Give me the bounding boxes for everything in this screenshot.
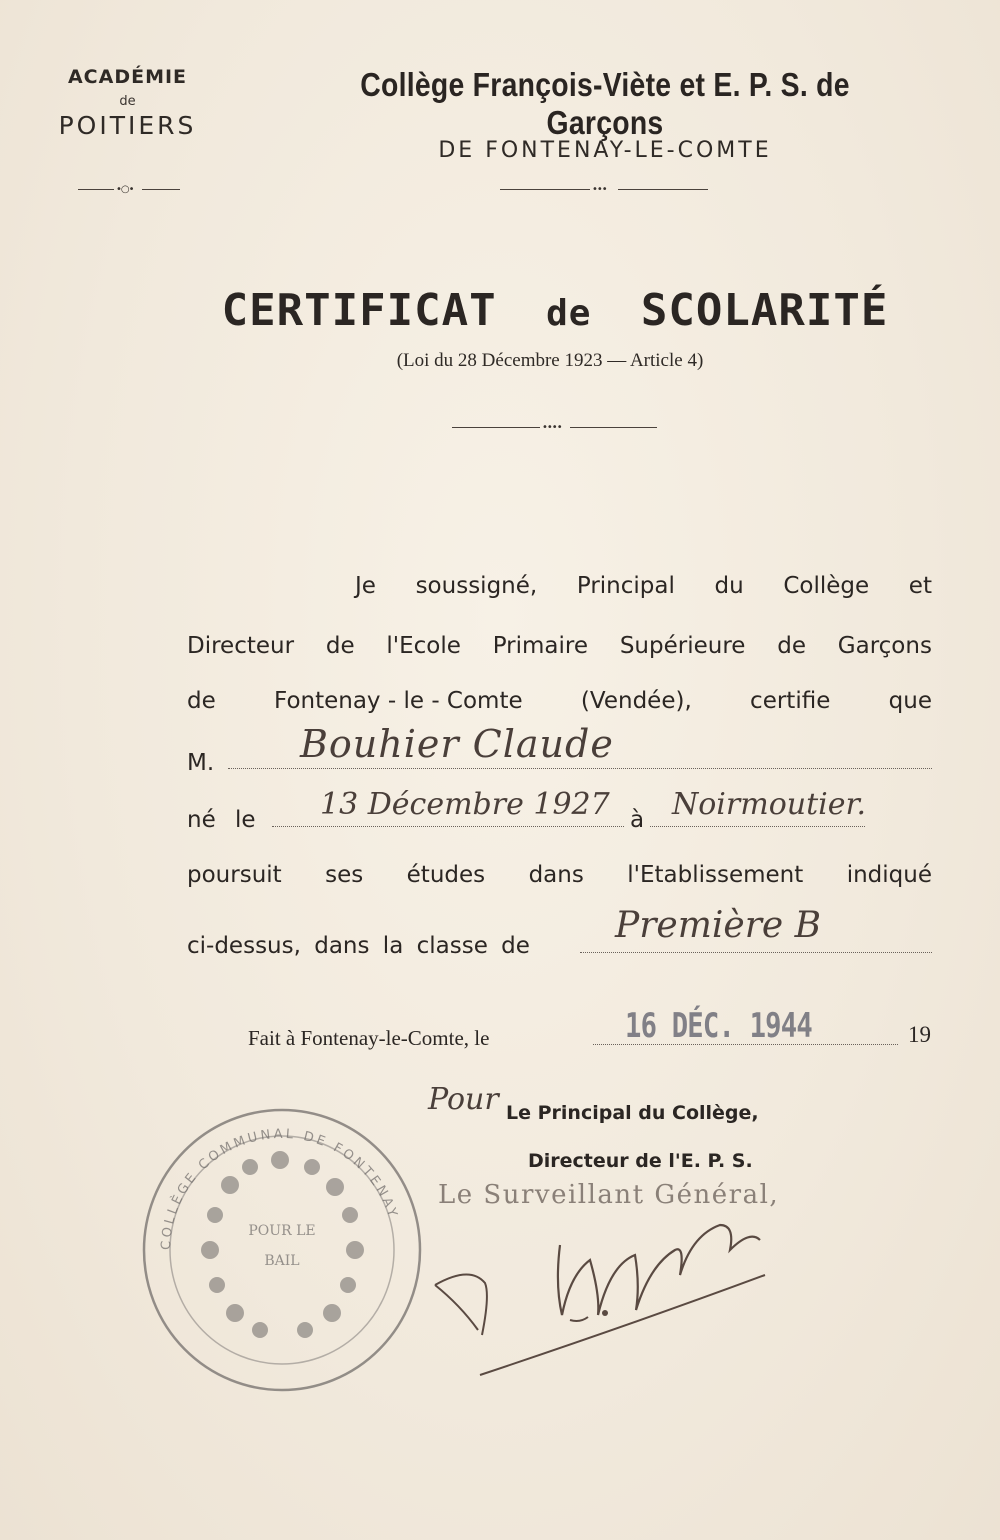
a-label: à xyxy=(630,807,645,833)
word: Collège xyxy=(783,573,870,599)
classe-label: ci-dessus, dans la classe de xyxy=(187,933,530,959)
handwritten-signature xyxy=(430,1205,780,1385)
ornament-title: •••• xyxy=(452,423,657,433)
principal-label: Le Principal du Collège, xyxy=(506,1102,759,1124)
word: de xyxy=(187,688,216,714)
birthdate-fill-line xyxy=(272,826,624,827)
word: études xyxy=(406,862,486,888)
school-seal xyxy=(140,1105,425,1395)
word: soussigné, xyxy=(415,573,538,599)
word: Supérieure xyxy=(619,633,746,659)
word: Je xyxy=(355,573,376,599)
word: indiqué xyxy=(846,862,932,888)
directeur-label: Directeur de l'E. P. S. xyxy=(528,1150,753,1172)
word: l'Ecole xyxy=(386,633,461,659)
svg-text:POUR LE: POUR LE xyxy=(248,1223,316,1239)
word: Primaire xyxy=(492,633,589,659)
word: certifie xyxy=(750,688,831,714)
word: Principal xyxy=(576,573,675,599)
surveillant-stamp: Le Surveillant Général, xyxy=(438,1180,780,1210)
body-line-2 xyxy=(187,633,932,659)
birth-date: 13 Décembre 1927 xyxy=(320,787,610,822)
title-certificat: CERTIFICAT xyxy=(221,285,497,336)
student-name: Bouhier Claude xyxy=(300,722,614,766)
ornament-header: ••• xyxy=(500,185,708,195)
body-line-6 xyxy=(187,862,932,888)
birth-place: Noirmoutier. xyxy=(672,787,867,822)
word: que xyxy=(888,688,932,714)
academie-block xyxy=(40,66,215,140)
academie-label: ACADÉMIE xyxy=(67,66,188,88)
svg-text:BAIL: BAIL xyxy=(264,1253,300,1269)
college-name: Collège François-Viète et E. P. S. de Garçons xyxy=(360,66,850,141)
college-location: DE FONTENAY-LE-COMTE xyxy=(438,138,772,163)
word: Directeur xyxy=(187,633,295,659)
word: dans xyxy=(528,862,584,888)
m-label: M. xyxy=(187,750,215,776)
date-stamp: 16 DÉC. 1944 xyxy=(625,1006,812,1046)
word: de xyxy=(777,633,806,659)
title-scolarite: SCOLARITÉ xyxy=(640,285,889,336)
pour-handwritten: Pour xyxy=(428,1082,499,1117)
svg-text:COLLÈGE COMMUNAL DE FONTENAY: COLLÈGE COMMUNAL DE FONTENAY xyxy=(158,1126,401,1251)
word: Fontenay - le - Comte xyxy=(274,688,523,714)
birthplace-fill-line xyxy=(650,826,865,827)
body-line-3 xyxy=(187,688,932,714)
law-reference: (Loi du 28 Décembre 1923 — Article 4) xyxy=(396,350,704,371)
word: poursuit xyxy=(187,862,282,888)
academie-de: de xyxy=(119,94,136,109)
body-line-1 xyxy=(355,573,932,599)
ornament-left: •○• xyxy=(78,185,180,195)
classe-fill-line xyxy=(580,952,932,953)
ne-label: né le xyxy=(187,807,256,833)
year-prefix: 19 xyxy=(908,1022,931,1047)
word: l'Etablissement xyxy=(627,862,804,888)
academie-poitiers: POITIERS xyxy=(58,111,197,140)
word: de xyxy=(325,633,355,659)
name-fill-line xyxy=(228,768,932,769)
word: Garçons xyxy=(837,633,932,659)
word: (Vendée), xyxy=(580,688,692,714)
word: ses xyxy=(325,862,364,888)
classe-value: Première B xyxy=(615,905,822,946)
word: du xyxy=(714,573,744,599)
fait-label: Fait à Fontenay-le-Comte, le xyxy=(248,1026,490,1050)
certificate-title xyxy=(160,285,950,336)
word: et xyxy=(908,573,932,599)
title-de: de xyxy=(546,293,592,334)
